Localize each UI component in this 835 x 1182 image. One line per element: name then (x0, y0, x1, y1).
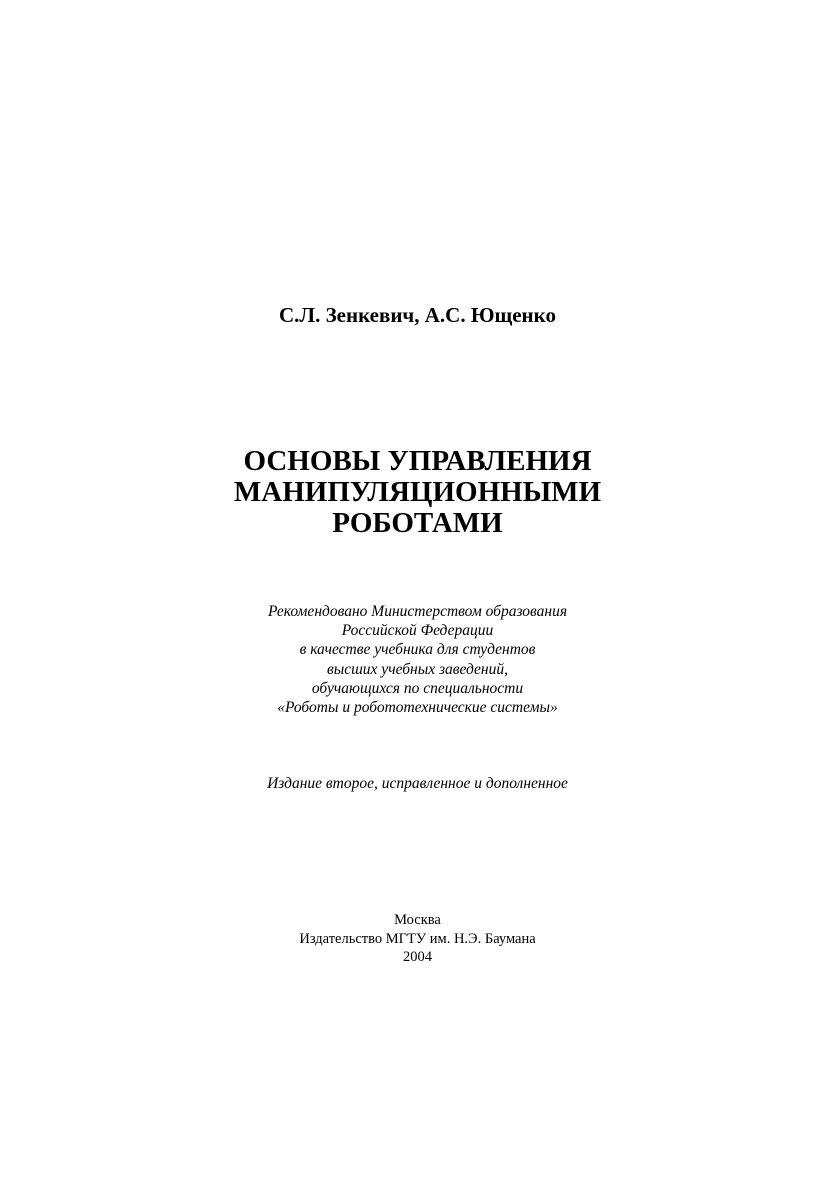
edition-note: Издание второе, исправленное и дополненное (267, 775, 568, 792)
recommendation-line: Российской Федерации (341, 622, 494, 640)
recommendation-line: Рекомендовано Министерством образования (267, 603, 568, 620)
title-line: ОСНОВЫ УПРАВЛЕНИЯ (243, 445, 592, 477)
title-line: МАНИПУЛЯЦИОННЫМИ (233, 476, 602, 508)
title-line: РОБОТАМИ (332, 507, 503, 539)
recommendation-line: «Роботы и робототехнические системы» (277, 699, 558, 717)
recommendation (0, 602, 835, 717)
recommendation-line: обучающихся по специальности (311, 679, 524, 697)
imprint (0, 911, 835, 967)
imprint-publisher: Издательство МГТУ им. Н.Э. Баумана (299, 930, 536, 947)
imprint-year: 2004 (403, 949, 432, 965)
imprint-city: Москва (394, 912, 441, 928)
authors: С.Л. Зенкевич, А.С. Ющенко (279, 303, 556, 327)
recommendation-line: высших учебных заведений, (327, 660, 508, 678)
book-title (0, 446, 835, 539)
recommendation-line: в качестве учебника для студентов (299, 641, 536, 659)
